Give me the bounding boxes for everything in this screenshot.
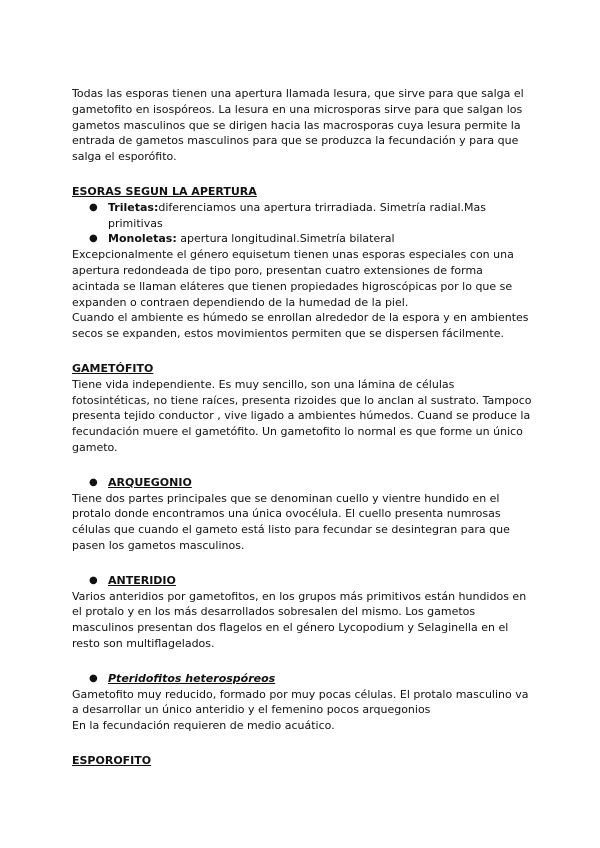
equisetum-paragraph: Excepcionalmente el género equisetum tienen unas esporas especiales con una apertura redondeada de tipo poro, presentan cuatro extensiones de forma acintada se llaman eláteres que tienen propiedades higroscópicas por lo que se expanden o contraen dependiendo de la humedad de la piel. (72, 248, 514, 309)
anteridio-paragraph: Varios anteridios por gametofitos, en los grupos más primitivos están hundidos en el protalo y en los más desarrollados sobresalen del mismo. Los gametos masculinos presentan dos flagelos en el género Lycopodium y Selaginella en el resto son multiflagelados. (72, 589, 527, 650)
intro-paragraph: Todas las esporas tienen una apertura llamada lesura, que sirve para que salga el gametofito en isospóreos. La lesura en una microsporas sirve para que salgan los gametos masculinos que se dirigen hacia las macrosporas cuya lesura permite la entrada de gametos masculinos para que se produzca la fecundación y para que salga el esporófito. (72, 87, 524, 164)
gametofito-paragraph: Tiene vida independiente. Es muy sencillo, son una lámina de células fotosintéticas, no tiene raíces, presenta rizoides que lo anclan al sustrato. Tampoco presenta tejido conductor , vive ligado a ambientes húmedos. Cuand se produce la fecundación muere el gametófito. Un gametofito lo normal es que forme un único gameto. (72, 377, 532, 454)
heterosporeos-line-1: Gametofito muy reducido, formado por muy pocas células. El protalo masculino va a desarrollar un único anteridio y el femenino pocos arquegonios (72, 687, 529, 717)
anteridio-heading: ● ANTERIDIO (89, 573, 176, 587)
gametofito-heading: GAMETÓFITO (72, 361, 154, 375)
bullet-icon: ● (89, 574, 98, 586)
bullet-icon: ● (89, 201, 98, 213)
document-body (72, 86, 532, 769)
arquegonio-heading: ● ARQUEGONIO (89, 475, 192, 489)
humidity-paragraph: Cuando el ambiente es húmedo se enrollan alrededor de la espora y en ambientes secos se expanden, estos movimientos permiten que se dispersen fácilmente. (72, 311, 529, 341)
heterosporeos-heading: ● Pteridofitos heterospóreos (89, 671, 276, 685)
arquegonio-paragraph: Tiene dos partes principales que se denominan cuello y vientre hundido en el protalo donde encontramos una única ovocélula. El cuello presenta numrosas células que cuando el gameto está listo para fecundar se desintegran para que pasen los gametos masculinos. (72, 491, 510, 552)
heterosporeos-line-2: En la fecundación requieren de medio acuático. (72, 719, 335, 733)
list-item (72, 200, 532, 232)
term-text: apertura longitudinal.Simetría bilateral (176, 232, 395, 246)
term-label: Monoletas: (108, 232, 177, 246)
esporofito-heading: ESPOROFITO (72, 753, 152, 767)
term-text: diferenciamos una apertura trirradiada. Simetría radial.Mas primitivas (108, 200, 487, 230)
bullet-icon: ● (89, 476, 98, 488)
bullet-icon: ● (89, 233, 98, 245)
term-label: Triletas: (108, 200, 159, 214)
bullet-icon: ● (89, 672, 98, 684)
aperture-heading: ESORAS SEGUN LA APERTURA (72, 184, 257, 198)
list-item (72, 231, 532, 247)
aperture-list (72, 200, 532, 247)
